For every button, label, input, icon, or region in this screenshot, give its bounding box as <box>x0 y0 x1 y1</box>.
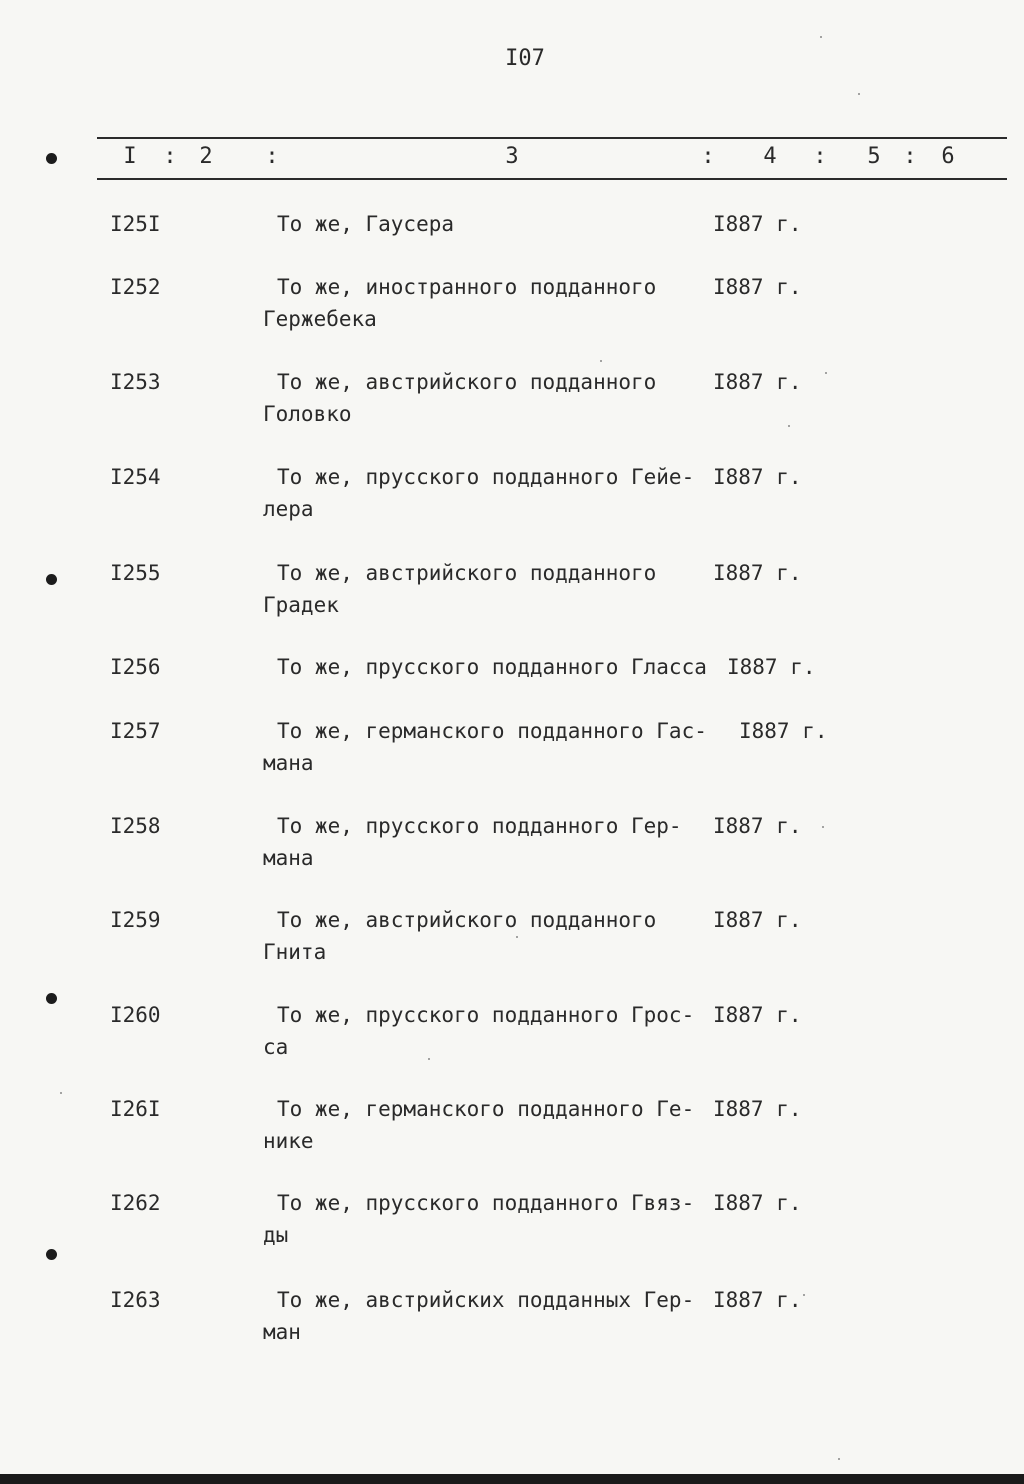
row-description: То же, прусского подданного Гер- мана <box>263 814 682 870</box>
row-description: То же, германского подданного Ге- нике <box>263 1097 695 1153</box>
scan-speck <box>803 1294 805 1296</box>
row-description: То же, австрийских подданных Гер- ман <box>263 1288 695 1344</box>
scan-speck <box>820 36 822 38</box>
row-number: I25I <box>110 212 161 236</box>
row-year: I887 г. <box>713 212 802 236</box>
header-col-2: 2 <box>199 144 213 169</box>
row-number: I258 <box>110 814 161 838</box>
row-number: I255 <box>110 561 161 585</box>
row-year: I887 г. <box>713 1288 802 1312</box>
punch-hole-mark <box>46 1249 57 1260</box>
punch-hole-mark <box>46 153 57 164</box>
row-description: То же, прусского подданного Гейе- лера <box>263 465 695 521</box>
punch-hole-mark <box>46 993 57 1004</box>
scan-speck <box>825 372 827 374</box>
row-year: I887 г. <box>713 908 802 932</box>
scan-speck <box>428 1058 430 1060</box>
row-description: То же, австрийского подданного Головко <box>263 370 657 426</box>
row-description: То же, иностранного подданного Гержебека <box>263 275 657 331</box>
table-rule-bottom <box>97 178 1007 180</box>
row-description: То же, австрийского подданного Градек <box>263 561 657 617</box>
header-sep: : <box>265 144 279 169</box>
row-year: I887 г. <box>713 275 802 299</box>
scan-speck <box>60 1092 62 1094</box>
scan-speck <box>858 93 860 95</box>
table-rule-top <box>97 137 1007 139</box>
row-description: То же, прусского подданного Гласса <box>277 655 707 679</box>
row-year: I887 г. <box>713 1097 802 1121</box>
row-year: I887 г. <box>713 814 802 838</box>
row-description: То же, прусского подданного Гвяз- ды <box>263 1191 695 1247</box>
header-sep: : <box>813 144 827 169</box>
row-number: I252 <box>110 275 161 299</box>
header-col-6: 6 <box>941 144 955 169</box>
header-col-4: 4 <box>763 144 777 169</box>
header-sep: : <box>903 144 917 169</box>
row-number: I262 <box>110 1191 161 1215</box>
punch-hole-mark <box>46 574 57 585</box>
row-year: I887 г. <box>713 370 802 394</box>
header-col-3: 3 <box>505 144 519 169</box>
row-description: То же, прусского подданного Грос- са <box>263 1003 695 1059</box>
row-year: I887 г. <box>713 1003 802 1027</box>
row-year: I887 г. <box>713 561 802 585</box>
header-sep: : <box>163 144 177 169</box>
header-sep: : <box>701 144 715 169</box>
row-number: I26I <box>110 1097 161 1121</box>
row-number: I259 <box>110 908 161 932</box>
row-number: I253 <box>110 370 161 394</box>
row-description: То же, германского подданного Гас- мана <box>263 719 707 775</box>
header-col-5: 5 <box>867 144 881 169</box>
row-number: I263 <box>110 1288 161 1312</box>
scan-speck <box>822 826 824 828</box>
row-number: I257 <box>110 719 161 743</box>
row-description: То же, Гаусера <box>277 212 455 236</box>
page-number: I07 <box>505 46 545 71</box>
row-number: I254 <box>110 465 161 489</box>
row-year: I887 г. <box>713 1191 802 1215</box>
page-bottom-edge <box>0 1474 1024 1484</box>
row-year: I887 г. <box>727 655 816 679</box>
row-number: I256 <box>110 655 161 679</box>
scan-speck <box>838 1458 840 1460</box>
row-year: I887 г. <box>713 465 802 489</box>
row-year: I887 г. <box>739 719 828 743</box>
scan-speck <box>788 425 790 427</box>
scan-speck <box>600 360 602 362</box>
header-col-1: I <box>123 144 137 169</box>
scan-speck <box>516 936 518 938</box>
row-description: То же, австрийского подданного Гнита <box>263 908 657 964</box>
row-number: I260 <box>110 1003 161 1027</box>
